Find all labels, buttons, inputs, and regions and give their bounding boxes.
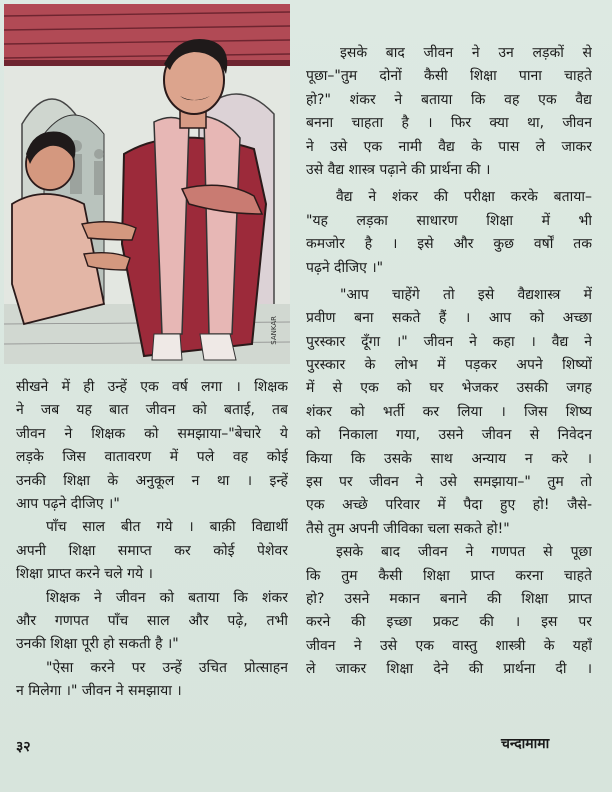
text-line: आप पढ़ने दीजिए ।" [16, 495, 120, 512]
text-line: हो?" शंकर ने बताया कि वह एक वैद्य [306, 91, 592, 108]
text-line: उनकी शिक्षा पूरी हो सकती है ।" [16, 636, 179, 653]
text-line: "यह लड़का साधारण शिक्षा में भी [306, 212, 592, 229]
text-line: इस पर जीवन ने उसे समझाया–" तुम तो [306, 474, 592, 491]
right-paragraph-2 [306, 186, 592, 280]
left-text-column [16, 376, 288, 703]
right-paragraph-4 [306, 541, 592, 681]
text-line: पढ़ने दीजिए ।" [306, 259, 384, 276]
text-line: हो? उसने मकान बनाने की शिक्षा प्राप्त [306, 590, 592, 607]
text-line: इसके बाद जीवन ने उन लड़कों से [340, 45, 592, 61]
artist-signature-text: SANKAR [270, 316, 278, 345]
text-line: पुरस्कार के लोभ में पड़कर अपने शिष्यों [306, 357, 592, 374]
right-paragraph-1 [306, 42, 592, 182]
text-line: "ऐसा करने पर उन्हें उचित प्रोत्साहन [46, 659, 288, 676]
text-line: करने की इच्छा प्रकट की । इस पर [306, 614, 592, 631]
text-line: उसे वैद्य शास्त्र पढ़ाने की प्रार्थना की । [306, 161, 491, 178]
left-paragraph-1 [16, 376, 288, 516]
text-line: न मिलेगा ।" जीवन ने समझाया । [16, 683, 182, 700]
text-line: ने उसे एक नामी वैद्य के पास ले जाकर [306, 138, 592, 155]
text-line: शिक्षा प्राप्त करने चले गये । [16, 566, 153, 583]
left-paragraph-3 [16, 587, 288, 657]
text-line: में से एक को घर भेजकर उसकी जगह [306, 380, 592, 397]
text-line: बनना चाहता है । फिर क्या था, जीवन [306, 115, 592, 132]
text-line: उनकी शिक्षा के अनुकूल न था । इन्हें [16, 472, 288, 489]
text-line: प्रवीण बना सकते हैं । आप को अच्छा [306, 310, 592, 327]
text-line: और गणपत पाँच साल और पढ़े, तभी [16, 612, 288, 629]
text-line: किया कि उसके साथ अन्याय न करे । [306, 450, 592, 467]
illustration-artwork [4, 4, 290, 364]
artist-signature [270, 316, 284, 347]
text-line: अपनी शिक्षा समाप्त कर कोई पेशेवर [16, 542, 288, 559]
text-line: सीखने में ही उन्हें एक वर्ष लगा । शिक्षक [16, 379, 288, 395]
text-line: शंकर को भर्ती कर लिया । जिस शिष्य [306, 403, 592, 420]
text-line: ले जाकर शिक्षा देने की प्रार्थना दी । [306, 661, 592, 678]
text-line: जीवन ने शिक्षक को समझाया–"बेचारे ये [16, 425, 288, 442]
text-line: एक अच्छे परिवार में पैदा हुए हो! जैसे- [306, 497, 592, 514]
right-text-column [306, 42, 592, 682]
text-line: कि तुम कैसी शिक्षा प्राप्त करना चाहते [306, 567, 592, 584]
text-line: पुरस्कार दूँगा ।" जीवन ने कहा । वैद्य ने [306, 333, 592, 350]
text-line: इसके बाद जीवन ने गणपत से पूछा [336, 544, 592, 561]
text-line: तैसे तुम अपनी जीविका चला सकते हो!" [306, 520, 510, 537]
text-line: वैद्य ने शंकर की परीक्षा करके बताया– [336, 189, 592, 206]
text-line: शिक्षक ने जीवन को बताया कि शंकर [46, 589, 288, 606]
text-line: पाँच साल बीत गये । बाक़ी विद्यार्थी [46, 519, 288, 536]
text-line: "आप चाहेंगे तो इसे वैद्यशास्त्र में [340, 286, 592, 303]
text-line: जीवन ने उसे एक वास्तु शास्त्री के यहाँ [306, 637, 592, 654]
text-line: को निकाला गया, उसने जीवन से निवेदन [306, 427, 592, 444]
story-illustration [4, 4, 290, 364]
right-paragraph-3 [306, 284, 592, 541]
left-paragraph-4 [16, 657, 288, 704]
left-paragraph-2 [16, 516, 288, 586]
text-line: ने जब यह बात जीवन को बताई, तब [16, 402, 288, 419]
magazine-name: चन्दामामा [501, 736, 550, 752]
text-line: पूछा–"तुम दोनों कैसी शिक्षा पाना चाहते [306, 68, 592, 85]
page-number: ३२ [16, 739, 31, 755]
text-line: कमजोर है । इसे और कुछ वर्षों तक [306, 236, 592, 253]
text-line: लड़के जिस वातावरण में पले वह कोई [16, 449, 288, 466]
